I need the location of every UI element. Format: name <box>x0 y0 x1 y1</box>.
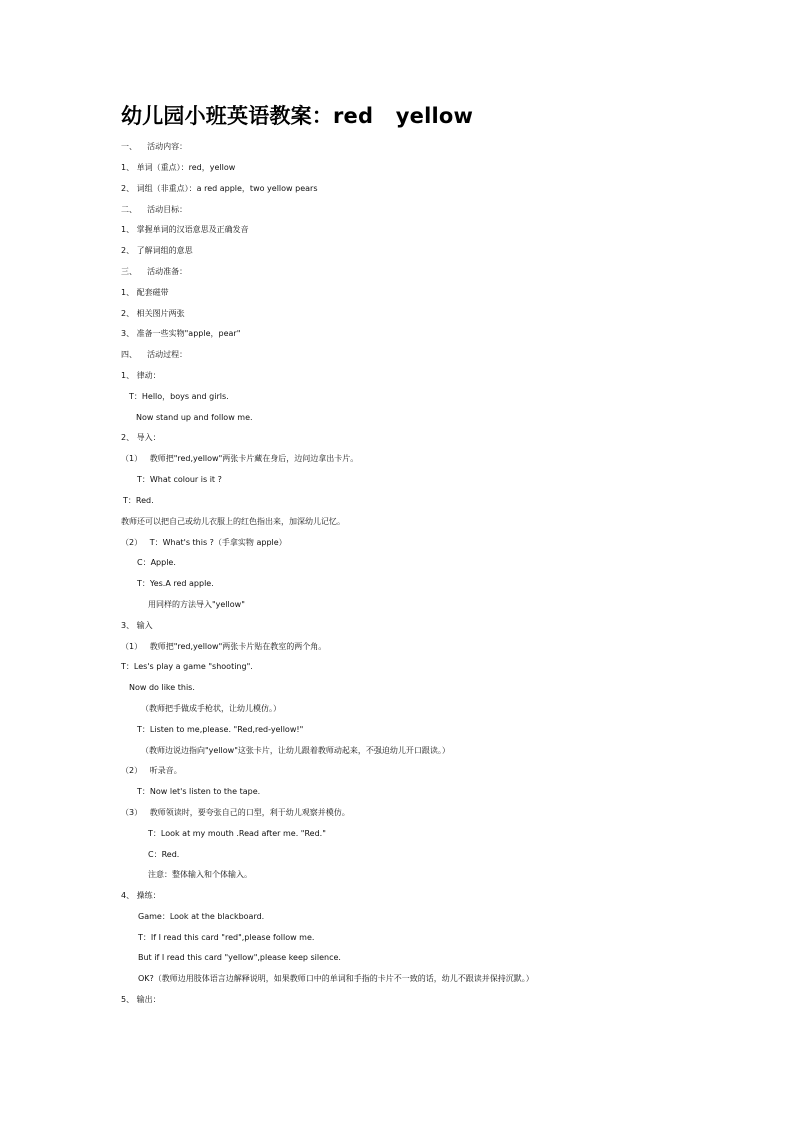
text-line: （1） 教师把"red,yellow"两张卡片贴在教室的两个角。 <box>121 642 327 651</box>
text-line: 4、 操练： <box>121 891 161 900</box>
text-line: 2、 词组（非重点）：a red apple，two yellow pears <box>121 184 318 193</box>
text-line: T：If I read this card "red",please follow me. <box>138 933 315 942</box>
text-line: （2） T：What's this ?（手拿实物 apple） <box>121 538 287 547</box>
text-line: 2、 导入： <box>121 433 161 442</box>
text-line: Now do like this. <box>129 683 195 692</box>
text-line: T：Yes.A red apple. <box>137 579 214 588</box>
text-line: （2） 听录音。 <box>121 766 182 775</box>
text-line: T：What colour is it ? <box>137 475 222 484</box>
text-line: T：Les's play a game "shooting". <box>121 662 253 671</box>
text-line: 1、 律动： <box>121 371 161 380</box>
text-line: Now stand up and follow me. <box>136 413 253 422</box>
text-line: Game：Look at the blackboard. <box>138 912 265 921</box>
text-line: C：Red. <box>148 850 180 859</box>
text-line: T：Listen to me,please. "Red,red-yellow!" <box>137 725 304 734</box>
text-line: （教师边说边指向"yellow"这张卡片，让幼儿跟着教师动起来，不强迫幼儿开口跟读。） <box>141 746 450 755</box>
page-title: 幼儿园小班英语教案：red yellow <box>121 104 474 128</box>
text-line: 3、 输入 <box>121 621 153 630</box>
text-line: T：Look at my mouth .Read after me. "Red." <box>148 829 326 838</box>
text-line: T：Red. <box>123 496 154 505</box>
text-line: （教师把手做成手枪状，让幼儿模仿。） <box>141 704 281 713</box>
section-heading-preparation: 三、 活动准备： <box>121 267 188 276</box>
section-heading-content: 一、 活动内容： <box>121 142 188 151</box>
text-line: 注意：整体输入和个体输入。 <box>148 870 252 879</box>
text-line: But if I read this card "yellow",please keep silence. <box>138 953 341 962</box>
text-line: 1、 单词（重点）：red，yellow <box>121 163 236 172</box>
text-line: T：Now let's listen to the tape. <box>137 787 261 796</box>
text-line: 3、 准备一些实物"apple，pear" <box>121 329 241 338</box>
section-heading-process: 四、 活动过程： <box>121 350 188 359</box>
text-line: （3） 教师领读时，要夸张自己的口型，利于幼儿观察并模仿。 <box>121 808 350 817</box>
text-line: 2、 了解词组的意思 <box>121 246 193 255</box>
text-line: （1） 教师把"red,yellow"两张卡片藏在身后，边问边拿出卡片。 <box>121 454 359 463</box>
text-line: OK?（教师边用肢体语言边解释说明，如果教师口中的单词和手指的卡片不一致的话，幼儿不跟读并保持沉默。） <box>138 974 534 983</box>
text-line: C：Apple. <box>137 558 176 567</box>
text-line: 用同样的方法导入"yellow" <box>148 600 245 609</box>
text-line: 1、 配套磁带 <box>121 288 169 297</box>
section-heading-goals: 二、 活动目标： <box>121 205 188 214</box>
text-line: 1、 掌握单词的汉语意思及正确发音 <box>121 225 249 234</box>
text-line: 5、 输出： <box>121 995 161 1004</box>
text-line: 教师还可以把自己或幼儿衣服上的红色指出来，加深幼儿记忆。 <box>121 517 345 526</box>
text-line: T：Hello，boys and girls. <box>129 392 229 401</box>
text-line: 2、 相关图片两张 <box>121 309 185 318</box>
